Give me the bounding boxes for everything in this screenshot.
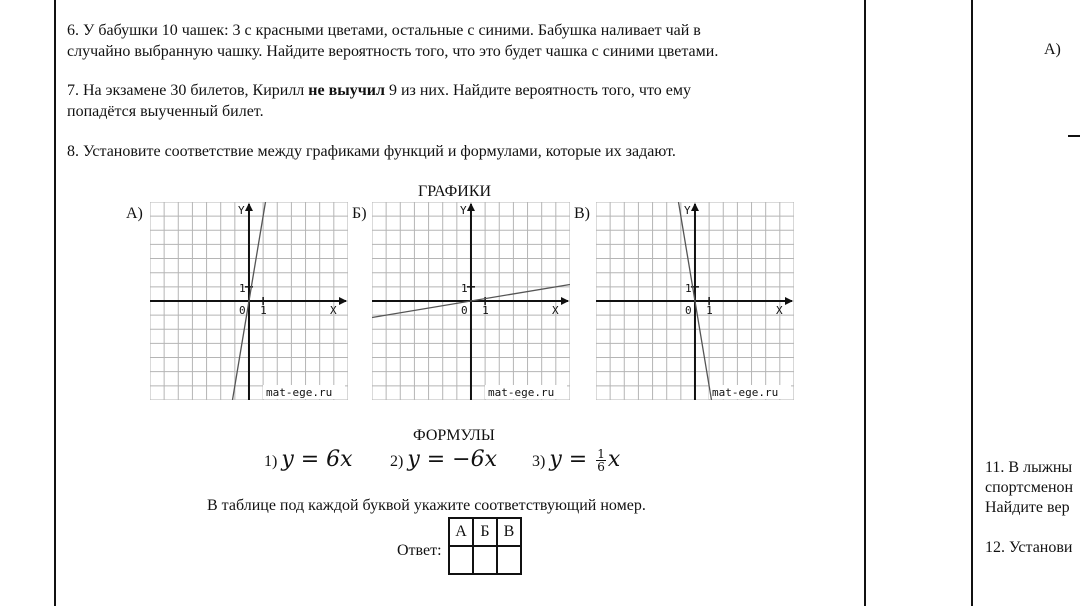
y-axis-label: Y [459,204,467,217]
x-axis-arrow [561,297,569,305]
answer-table [448,517,522,575]
right-page-label-a: А) [1044,41,1061,58]
graph-label-a: А) [126,205,143,222]
answer-label: Ответ: [397,542,442,559]
answer-cell-b[interactable] [473,546,497,574]
formula-2 [390,447,497,472]
origin-label: 0 [238,303,246,317]
y-axis-arrow [245,203,253,211]
problem-12-text: 12. Установи [985,539,1073,556]
formula-1-number: 1) [264,453,278,470]
formula-2-number: 2) [390,453,404,470]
watermark: mat-ege.ru [266,386,333,399]
formula-3-prefix: y = [549,447,595,472]
answer-header-c: В [497,518,521,546]
origin-label: 0 [460,303,468,317]
right-page-border [971,0,973,606]
formula-2-expression: y = −6x [407,447,498,472]
problem-6-line-1: 6. У бабушки 10 чашек: 3 с красными цветами, остальные с синими. Бабушка наливает чай в [67,22,701,39]
table-instruction: В таблице под каждой буквой укажите соответствующий номер. [207,497,646,514]
problem-7-text-b: 9 из них. Найдите вероятность того, что ему [384,82,691,99]
origin-label: 0 [684,303,692,317]
answer-cell-c[interactable] [497,546,521,574]
y-tick-label: 1 [460,281,468,295]
y-axis-label: Y [237,204,245,217]
answer-header-a: А [449,518,473,546]
x-tick-label: 1 [706,303,713,317]
x-axis-label: X [330,303,337,317]
right-page-dash [1068,135,1080,137]
formula-3-expression [549,447,620,472]
formula-3-number: 3) [532,453,546,470]
answer-cell-a[interactable] [449,546,473,574]
formula-3 [532,447,620,473]
answer-header-b: Б [473,518,497,546]
problem-7-line-2: попадётся выученный билет. [67,103,264,120]
problem-11-line-2: спортсменон [985,479,1074,496]
x-axis-label: X [776,303,783,317]
problem-11-line-1: 11. В лыжны [985,459,1073,476]
fraction-numerator: 1 [597,446,605,461]
y-axis-arrow [691,203,699,211]
graphs-heading: ГРАФИКИ [418,183,492,200]
graph-label-b: Б) [352,205,367,222]
y-tick-label: 1 [684,281,692,295]
problem-8-statement: 8. Установите соответствие между графиками функций и формулами, которые их задают. [67,143,676,160]
watermark: mat-ege.ru [712,386,779,399]
formula-3-suffix: x [607,447,621,472]
answer-input-row [449,546,521,574]
formula-1 [264,447,353,472]
problem-7-bold: не выучил [308,82,385,99]
problem-7-line-1 [67,81,691,101]
y-tick-label: 1 [238,281,246,295]
x-axis-label: X [552,303,559,317]
problem-7-text-a: 7. На экзамене 30 билетов, Кирилл [67,82,309,99]
problem-11-line-3: Найдите вер [985,499,1070,516]
watermark: mat-ege.ru [488,386,555,399]
problem-6-line-2: случайно выбранную чашку. Найдите вероятность того, что это будет чашка с синими цветами. [67,43,719,60]
x-axis-arrow [339,297,347,305]
left-page-right-border [864,0,866,606]
left-page-border [54,0,56,606]
formula-1-expression: y = 6x [281,447,353,472]
formulas-heading: ФОРМУЛЫ [413,427,495,444]
x-tick-label: 1 [482,303,489,317]
y-axis-label: Y [683,204,691,217]
graph-a [150,202,348,400]
graph-c [596,202,794,400]
y-axis-arrow [467,203,475,211]
x-axis-arrow [785,297,793,305]
graph-b [372,202,570,400]
formula-3-fraction [596,448,606,473]
graph-label-c: В) [574,205,590,222]
x-tick-label: 1 [260,303,267,317]
answer-header-row [449,518,521,546]
fraction-denominator: 6 [597,459,605,474]
